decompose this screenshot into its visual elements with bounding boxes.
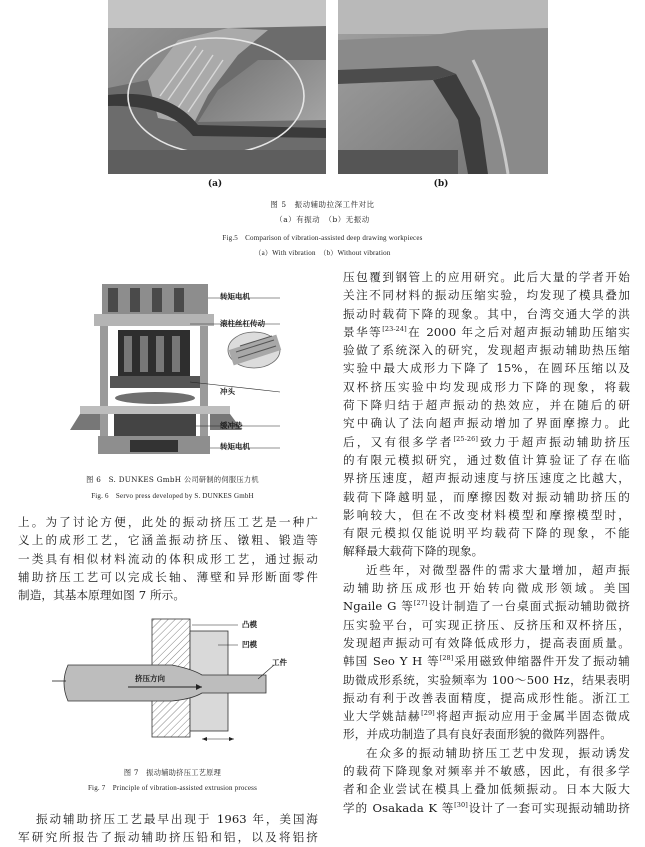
text-line: 解释最大载荷下降的现象。 (343, 544, 484, 559)
citation-ref: [30] (454, 800, 468, 809)
text-line: 载荷下降越明显，而摩擦因数对振动辅助挤压的 (343, 489, 630, 504)
fig6-callout-punch: 冲头 (220, 387, 235, 396)
citation-ref: [23-24] (382, 324, 407, 333)
left-para-1 (18, 513, 318, 604)
citation-ref: [28] (439, 654, 454, 663)
text-line: 压包覆到钢管上的应用研究。此后大量的学者开始 (343, 270, 630, 284)
text-line: Ngaile G 等[27]设计制造了一台桌面式振动辅助微挤 (343, 599, 630, 614)
fig5-caption-en: Fig.5 Comparison of vibration-assisted deep drawing workpieces (222, 234, 423, 242)
fig7-callout-workpiece: 工件 (272, 658, 287, 667)
text-line: 上。为了讨论方便，此处的振动挤压工艺是一种广 (18, 515, 318, 529)
text-line: 发现超声振动可有效降低成形力，提高表面质量。 (343, 635, 630, 650)
text-line: 形，并成功制造了具有良好表面形貌的微阵列器件。 (343, 727, 612, 742)
text-line: 韩国 Seo Y H 等[28]采用磁致伸缩器件开发了振动辅 (343, 654, 630, 669)
fig7-label-extrusion-direction: 挤压方向 (135, 674, 165, 683)
fig6-leader-lines (70, 280, 285, 458)
citation-ref: [25-26] (453, 434, 479, 443)
text-line: 一类具有相似材料流动的体积成形工艺，通过振动 (18, 551, 318, 566)
text-line: 实验中最大成形力下降了 15%，在圆环压缩以及 (343, 361, 630, 376)
text-line: 的有限元模拟研究，通过数值计算验证了存在临 (343, 452, 630, 467)
right-para-1 (343, 268, 630, 561)
fig5b-photo (338, 0, 548, 174)
text-line: 辅助挤压工艺可以完成长轴、薄壁和异形断面零件 (18, 569, 318, 584)
text-line: 景华等[23-24]在 2000 年之后对超声振动辅助压缩实 (343, 324, 630, 339)
fig6-callout-torque-motor-bottom: 转矩电机 (220, 442, 250, 451)
text-line: 双杯挤压实验中均发现成形力下降的现象，将载 (343, 379, 630, 394)
text-line: 振动辅助挤压工艺最早出现于 1963 年，美国海 (36, 812, 318, 826)
right-para-3 (343, 744, 630, 817)
fig7-caption-en: Fig. 7 Principle of vibration-assisted extrusion process (87, 784, 258, 792)
text-line: 影响较大，但在不改变材料模型和摩擦模型时， (343, 507, 630, 522)
fig6-caption-en: Fig. 6 Servo press developed by S. DUNKES GmbH (91, 492, 254, 500)
text-line: 业大学姚喆赫[29]将超声振动应用于金属半固态微成 (343, 709, 630, 724)
fig5b-label: (b) (433, 179, 449, 189)
text-line: 有限元模拟仅能说明平均载荷下降的现象，不能 (343, 526, 630, 541)
text-line: 验做了系统深入的研究，发现超声振动辅助热压缩 (343, 343, 630, 358)
fig6-callout-cushion: 缓冲垫 (220, 421, 243, 430)
text-line: 者和企业尝试在模具上叠加低频振动。日本大阪大 (343, 782, 630, 797)
text-line: 义上的成形工艺，它涵盖振动挤压、镦粗、锻造等 (18, 533, 318, 548)
fig7-diagram (52, 615, 292, 765)
text-line: 关注不同材料的振动压缩实验，均发现了模具叠加 (343, 288, 630, 303)
fig5a-label: (a) (207, 179, 223, 189)
text-line: 振动时载荷下降的现象。其中，台湾交通大学的洪 (343, 306, 630, 321)
fig5-subcaption-cn: （a）有振动 （b）无振动 (275, 215, 370, 224)
text-line: 助微成形系统，实验频率为 100～500 Hz，结果表明 (343, 672, 630, 687)
fig5-subcaption-en: （a）With vibration （b）Without vibration (254, 249, 391, 257)
text-line: 学的 Osakada K 等[30]设计了一套可实现振动辅助挤 (343, 800, 630, 815)
right-para-2 (343, 561, 630, 744)
text-line: 在众多的振动辅助挤压工艺中发现，振动诱发 (366, 745, 630, 760)
left-para-2 (18, 810, 318, 847)
text-line: 究中确认了法向超声振动增加了界面摩擦力。此 (343, 416, 630, 431)
fig5-caption-cn: 图 5 振动辅助拉深工件对比 (270, 200, 375, 209)
text-line: 振动有利于改善表面精度，提高成形性能。浙江工 (343, 690, 630, 705)
text-line: 荷下降归结于超声振动的热效应，并在随后的研 (343, 398, 630, 413)
text-line: 压实验平台，可实现正挤压、反挤压和双杯挤压， (343, 617, 630, 632)
text-line: 后，又有很多学者[25-26]致力于超声振动辅助挤压 (343, 434, 630, 449)
text-line: 动辅助挤压成形也开始转向微成形领域。美国 (343, 581, 630, 596)
right-column (343, 268, 630, 817)
fig7-callout-punch: 凸模 (242, 620, 257, 629)
fig6-callout-torque-motor-top: 转矩电机 (220, 292, 250, 301)
citation-ref: [27] (413, 599, 428, 608)
text-line: 近些年，对微型器件的需求大量增加，超声振 (366, 562, 630, 577)
citation-ref: [29] (421, 709, 435, 718)
text-line: 制造，其基本原理如图 7 所示。 (18, 588, 186, 603)
fig6-callout-roller-screw: 滚柱丝杠传动 (220, 319, 265, 328)
text-line: 军研究所报告了振动辅助挤压铅和铝，以及将铝挤 (18, 830, 318, 845)
text-line: 的载荷下降现象对频率并不敏感，因此，有很多学 (343, 764, 630, 779)
text-line: 界挤压速度，超声振动速度与挤压速度之比越大， (343, 471, 630, 486)
fig7-callout-die: 凹模 (242, 640, 257, 649)
fig7-caption-cn: 图 7 振动辅助挤压工艺原理 (123, 768, 222, 777)
fig5a-photo (108, 0, 326, 174)
fig6-caption-cn: 图 6 S. DUNKES GmbH 公司研制的伺服压力机 (86, 475, 259, 484)
